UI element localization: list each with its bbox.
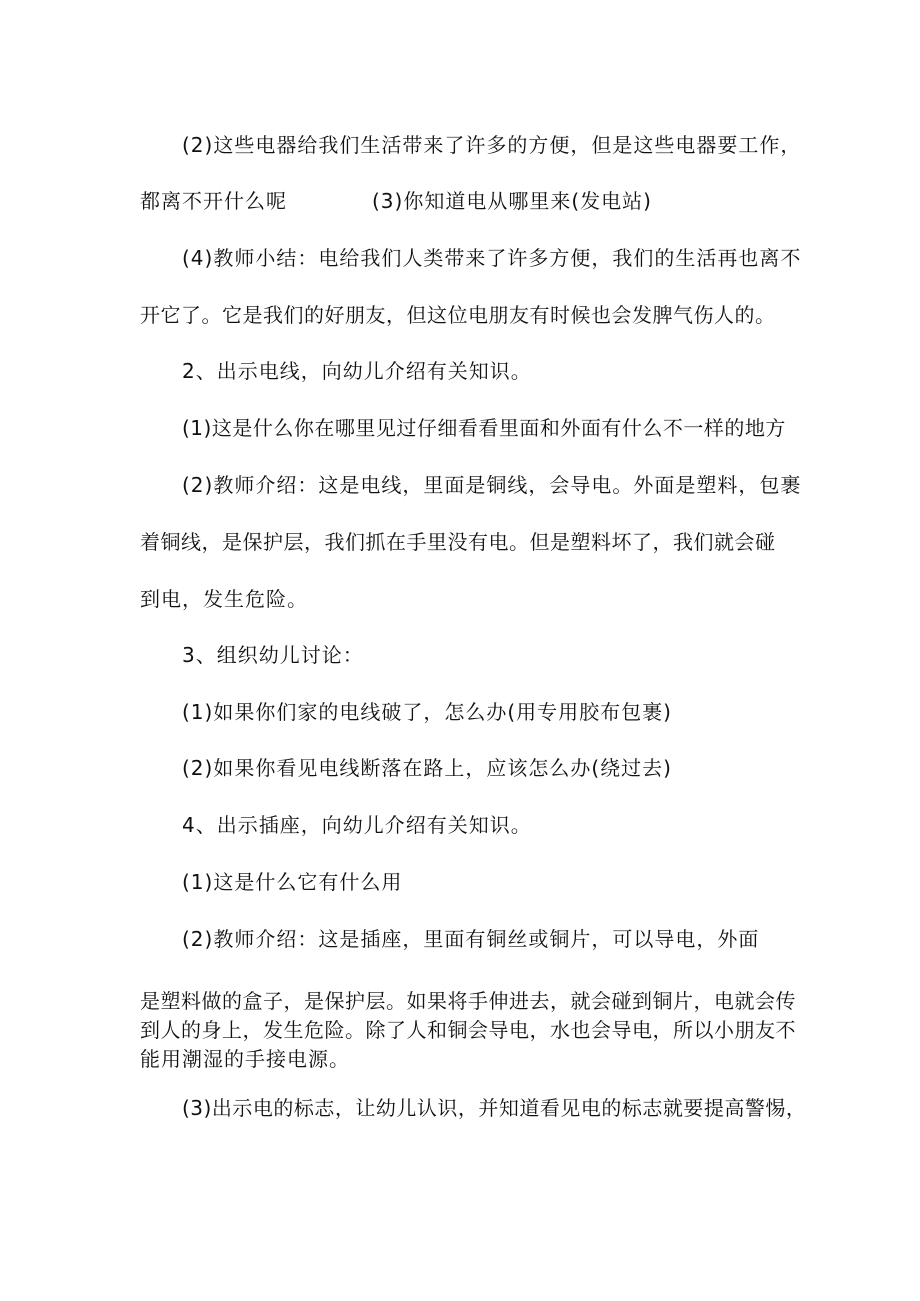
paragraph-line: 开它了。它是我们的好朋友，但这位电朋友有时候也会发脾气伤人的。: [140, 303, 776, 327]
paragraph-line: 着铜线，是保护层，我们抓在手里没有电。但是塑料坏了，我们就会碰: [140, 530, 776, 554]
paragraph-line: (2)如果你看见电线断落在路上，应该怎么办(绕过去): [182, 756, 672, 780]
paragraph-line: (3)你知道电从哪里来(发电站): [372, 189, 652, 213]
paragraph-line: (4)教师小结：电给我们人类带来了许多方便，我们的生活再也离不: [182, 246, 802, 270]
paragraph-line: (2)这些电器给我们生活带来了许多的方便，但是这些电器要工作，: [182, 133, 802, 157]
section-heading: 2、出示电线，向幼儿介绍有关知识。: [182, 359, 532, 383]
paragraph-line: 到电，发生危险。: [140, 587, 308, 611]
paragraph-line: (2)教师介绍：这是电线，里面是铜线，会导电。外面是塑料，包裹: [182, 473, 802, 497]
paragraph-line: 能用潮湿的手接电源。: [140, 1047, 350, 1071]
paragraph-line: 是塑料做的盒子，是保护层。如果将手伸进去，就会碰到铜片，电就会传: [140, 989, 796, 1013]
paragraph-line: (2)教师介绍：这是插座，里面有铜丝或铜片，可以导电，外面: [182, 927, 760, 951]
paragraph-line: 到人的身上，发生危险。除了人和铜会导电，水也会导电，所以小朋友不: [140, 1018, 796, 1042]
paragraph-line: 都离不开什么呢: [140, 189, 287, 213]
section-heading: 4、出示插座，向幼儿介绍有关知识。: [182, 813, 532, 837]
paragraph-line: (3)出示电的标志，让幼儿认识，并知道看见电的标志就要提高警惕，: [182, 1096, 807, 1120]
paragraph-line: (1)这是什么它有什么用: [182, 870, 403, 894]
paragraph-line: (1)如果你们家的电线破了，怎么办(用专用胶布包裹): [182, 700, 672, 724]
paragraph-line: (1)这是什么你在哪里见过仔细看看里面和外面有什么不一样的地方: [182, 416, 786, 440]
section-heading: 3、组织幼儿讨论：: [182, 643, 364, 667]
